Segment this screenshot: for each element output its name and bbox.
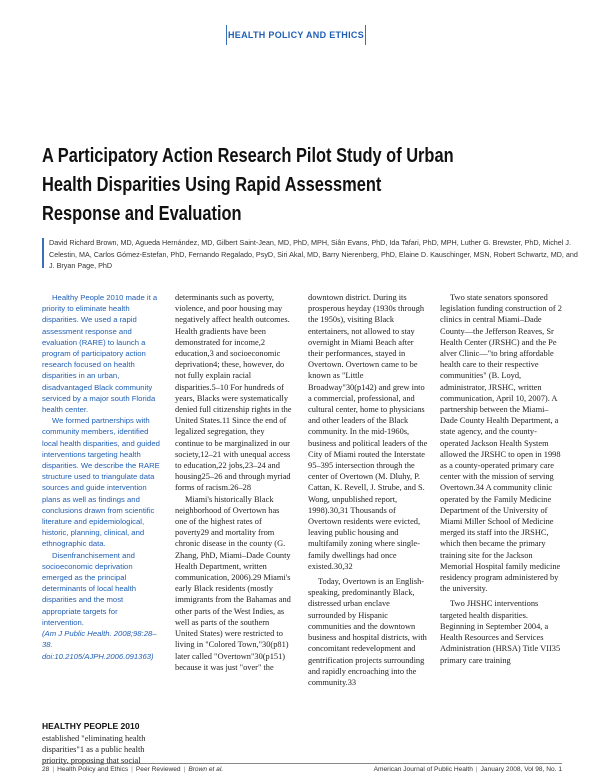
- journal-issue: January 2008, Vol 98, No. 1: [480, 766, 562, 773]
- footer-review: Peer Reviewed: [135, 766, 181, 773]
- article-title: [42, 142, 468, 229]
- body-column-2: [175, 292, 293, 673]
- footer-right: American Journal of Public Health | January 2008, Vol 98, No. 1: [373, 766, 562, 773]
- abstract-paragraph: Healthy People 2010 made it a priority to eliminate health disparities. We used a rapid assessment response and evaluation (RARE) to launch a program of participatory action research focused on health disparities in an urban, disadvantaged Black community serviced by a major south Florida health center.: [42, 293, 158, 415]
- author-list: David Richard Brown, MD, Agueda Hernández, MD, Gilbert Saint-Jean, MD, PhD, MPH, Siân Evans, PhD, Ida Tafari, PhD, MPH, Luther G. Brewster, PhD, Michel J. Celestin, MA, Carlos Gómez-Estefan, PhD, Fernando Regalado, PsyD, Siri Akal, MD, Barry Nierenberg, PhD, Elaine D. Kauschinger, MSN, Robert Schwartz, MD, and J. Bryan Page, PhD: [49, 238, 578, 270]
- footer-author: Brown et al.: [188, 766, 224, 773]
- body-paragraph: downtown district. During its prosperous heyday (1930s through the 1950s), visiting Black entertainers, not allowed to stay overnight in Miami Beach after their performances, stayed in Overtown. Overtown came to be known as "Little Broadway"30(p142) and grew into a commercial, professional, and cultural center, home to physicians and other leaders of the Black community. In the mid-1960s, business and political leaders of the City of Miami routed the Interstate 95–395 intersection through the center of Overtown (M. Dluhy, P. Cattan, K. Revell, J. Strube, and S. Wong, unpublished report, 1998).30,31 Thousands of Overtown residents were evicted, leaving public housing and multifamily zoning where single-family dwellings had once existed.30,32: [308, 293, 428, 571]
- body-paragraph: Miami's historically Black neighborhood of Overtown has one of the highest rates of poverty29 and mortality from chronic disease in the county (G. Zhang, PhD, Miami–Dade County Health Department, written communication, 2006).29 Miami's early Black residents (mostly immigrants from the Bahamas and other parts of the West Indies, as well as parts of the southern United States) were restricted to living in "Colored Town,"30(p81) later called "Overtown"30(p151) because it was just "over" the: [175, 494, 291, 672]
- abstract-paragraph: We formed partnerships with community members, identified local health disparities, and guided interventions targeting health disparities. We describe the RARE structure used to triangulate data sources and guide intervention plans as well as findings and conclusions drawn from scientific literature and epidemiological, historic, planning, clinical, and ethnographic data.: [42, 416, 160, 549]
- body-paragraph: Two JHSHC interventions targeted health disparities. Beginning in September 2004, a Health Resources and Services Administration (HRSA) Title VII35 primary care training: [440, 599, 561, 665]
- footer-left: 28 | Health Policy and Ethics | Peer Reviewed | Brown et al.: [42, 766, 224, 773]
- title-line: Health Disparities Using Rapid Assessment: [42, 174, 382, 196]
- footer-section: Health Policy and Ethics: [57, 766, 129, 773]
- abstract: [42, 292, 160, 662]
- section-label: HEALTH POLICY AND ETHICS: [226, 25, 366, 45]
- footer-rule: [42, 763, 562, 764]
- title-line: Response and Evaluation: [42, 203, 242, 225]
- page-number: 28: [42, 766, 50, 773]
- abstract-citation: (Am J Public Health. 2008;98:28–38. doi:10.2105/AJPH.2006.091363): [42, 629, 157, 661]
- body-paragraph: determinants such as poverty, violence, and poor housing may negatively affect health outcomes. Health gradients have been demonstrated for income,2 education,3 and socioeconomic deprivation4; these, however, do not fully explain racial disparities.5–10 For hundreds of years, Blacks were systematically denied full citizenship rights in the United States.11 Since the end of legalized segregation, they continue to be marginalized in our society,12–21 with unequal access to education,22 jobs,23–24 and housing25–26 and through myriad forms of racism.26–28: [175, 293, 292, 493]
- title-line: A Participatory Action Research Pilot Study of Urban: [42, 145, 454, 167]
- body-text: established "eliminating health disparities"1 as a public health priority, proposing that social: [42, 734, 146, 766]
- body-paragraph: Today, Overtown is an English-speaking, predominantly Black, distressed urban enclave surrounded by Hispanic communities and the downtown business and hospital districts, with concomitant redevelopment and gentrification projects surrounding and rapidly encroaching into the community.33: [308, 577, 427, 687]
- body-paragraph: Two state senators sponsored legislation funding construction of 2 clinics in central Miami–Dade County—the Jefferson Reaves, Sr Health Center (JRSHC) and the Pe alver Clinic—"to bring affordable health care to their respective communities" (B. Loyd, administrator, JRSHC, written communication, April 10, 2007). A partnership between the Miami–Dade County Health Department, a state agency, and the county-operated Jackson Health System allowed the JRSHC to open in 1998 as a county-operated primary care center with the mission of serving Overtown.34 A community clinic operated by the Family Medicine Department of the University of Miami Miller School of Medicine merged its staff into the JRSHC, which then became the primary training site for the Jackson Memorial Hospital family medicine residency program administered by the university.: [440, 293, 562, 594]
- journal-name: American Journal of Public Health: [373, 766, 473, 773]
- abstract-paragraph: Disenfranchisement and socioeconomic deprivation emerged as the principal determinants of local health disparities and the most appropriate targets for intervention.: [42, 550, 137, 627]
- section-heading: HEALTHY PEOPLE 2010: [42, 721, 140, 731]
- authors-accent-bar: [42, 238, 44, 268]
- body-column-3: [308, 292, 428, 688]
- body-column-4: [440, 292, 562, 666]
